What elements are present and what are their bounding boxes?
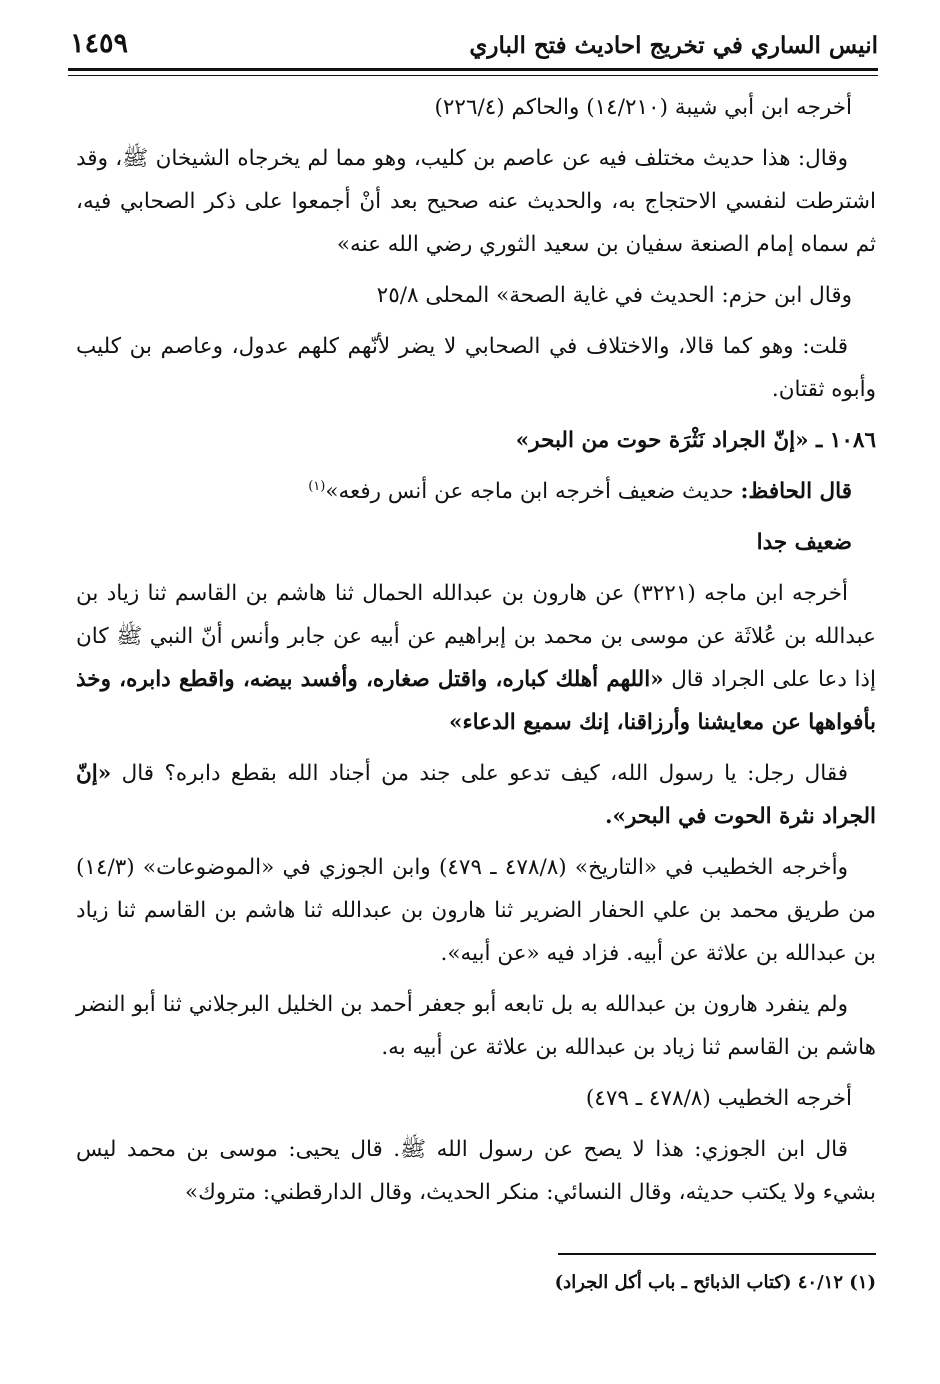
paragraph: قلت: وهو كما قالا، والاختلاف في الصحابي لا يضر لأنّهم كلهم عدول، وعاصم بن كليب وأبوه ثقتان. [76, 334, 876, 402]
body-text [76, 86, 876, 1222]
paragraph: وقال: هذا حديث مختلف فيه عن عاصم بن كليب، وهو مما لم يخرجاه الشيخان ﷺ، وقد اشترطت لنفسي الاحتجاج به، والحديث عنه صحيح بعد أنْ أجمعوا على ذكر الصحابي فيه، ثم سماه إمام الصنعة سفيان بن سعيد الثوري رضي الله عنه» [76, 146, 876, 257]
paragraph: وأخرجه الخطيب في «التاريخ» (٤٧٨/٨ ـ ٤٧٩) وابن الجوزي في «الموضوعات» (١٤/٣) من طريق محمد بن علي الحفار الضرير ثنا هارون بن عبدالله ثنا هاشم بن القاسم ثنا زياد بن عبدالله بن علاثة عن أبيه. فزاد فيه «عن أبيه». [76, 855, 876, 966]
paragraph: ولم ينفرد هارون بن عبدالله به بل تابعه أبو جعفر أحمد بن الخليل البرجلاني ثنا أبو النضر هاشم بن القاسم ثنا زياد بن عبدالله بن علاثة عن أبيه به. [76, 992, 876, 1060]
footnote-separator [558, 1253, 876, 1255]
isnad-text: أخرجه ابن ماجه (٣٢٢١) عن هارون بن عبدالله الحمال ثنا هاشم بن القاسم ثنا زياد بن عبدالله بن عُلاثَة عن موسى بن محمد بن إبراهيم عن أبيه عن جابر وأنس أنّ النبي ﷺ كان إذا دعا على الجراد قال [76, 581, 876, 692]
footnote-ref: (١) [308, 478, 326, 494]
paragraph [76, 752, 876, 838]
dua-text: «اللهم أهلك كباره، واقتل صغاره، وأفسد بيضه، واقطع دابره، وخذ بأفواهها عن معايشنا وأرزاقنا، إنك سميع الدعاء» [76, 667, 876, 735]
page-number: ١٤٥٩ [70, 28, 129, 59]
hafiz-label: قال الحافظ: [740, 479, 852, 504]
hafiz-statement [76, 470, 876, 513]
paragraph: وقال ابن حزم: الحديث في غاية الصحة» المحلى ٢٥/٨ [376, 283, 852, 308]
grading: ضعيف جدا [756, 530, 852, 555]
paragraph: أخرجه الخطيب (٤٧٨/٨ ـ ٤٧٩) [585, 1086, 852, 1111]
hadith-heading: ١٠٨٦ ـ «إنّ الجراد نَثْرَة حوت من البحر» [515, 428, 876, 453]
running-title: انيس الساري في تخريج احاديث فتح الباري [469, 32, 878, 59]
hafiz-text: حديث ضعيف أخرجه ابن ماجه عن أنس رفعه» [325, 479, 734, 504]
paragraph: أخرجه ابن أبي شيبة (١٤/٢١٠) والحاكم (٢٢٦/٤) [434, 95, 852, 120]
question-text: فقال رجل: يا رسول الله، كيف تدعو على جند من أجناد الله بقطع دابره؟ قال [121, 761, 848, 786]
paragraph: قال ابن الجوزي: هذا لا يصح عن رسول الله ﷺ. قال يحيى: موسى بن محمد ليس بشيء ولا يكتب حديثه، وقال النسائي: منكر الحديث، وقال الدارقطني: متروك» [76, 1137, 876, 1205]
footnote: (١) ٤٠/١٢ (كتاب الذبائح ـ باب أكل الجراد) [554, 1272, 876, 1293]
paragraph [76, 572, 876, 744]
page-header [68, 26, 878, 71]
answer-text: «إنّ الجراد نثرة الحوت في البحر». [76, 761, 876, 829]
header-double-rule [68, 75, 878, 76]
